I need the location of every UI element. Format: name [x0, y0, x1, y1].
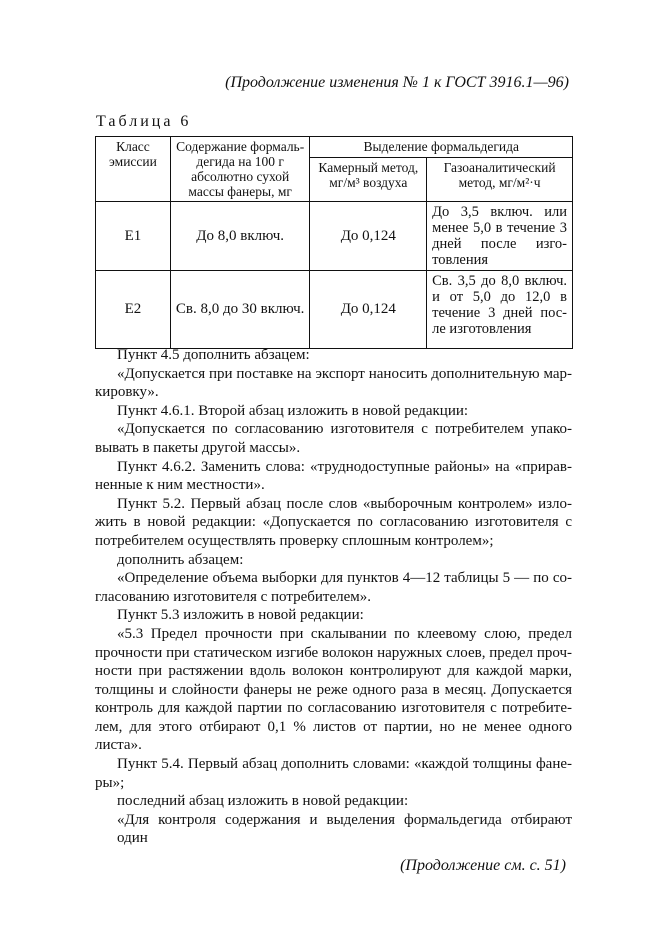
cell-class: E1: [96, 202, 171, 271]
text-line: ности при растяжении вдоль волокон контролируют для каждой марки,: [95, 663, 572, 680]
body-text: [95, 346, 572, 847]
text-line: толщины и слойности фанеры не реже одного раза в месяц. Допускается: [95, 681, 572, 698]
text-line: «Определение объема выборки для пунктов 4—12 таблицы 5 — по со-: [117, 570, 572, 587]
header-content: Содержание формаль- дегида на 100 г абсолютно сухой массы фанеры, мг: [170, 137, 310, 202]
text-line: Пункт 4.5 дополнить абзацем:: [117, 347, 310, 363]
cell-gas: До 3,5 включ. или менее 5,0 в течение 3 дней после изго- товления: [427, 202, 573, 271]
table-row: [96, 202, 573, 271]
header-emission: Выделение формальдегида: [310, 137, 573, 158]
text-line: контроль для каждой партии по согласованию изготовителя с потребите-: [95, 700, 572, 717]
text-line: дополнить абзацем:: [117, 551, 244, 568]
text-line: ненные к ним местности».: [95, 477, 265, 494]
text-line: ры»;: [95, 774, 125, 791]
cell-gas: Св. 3,5 до 8,0 включ. и от 5,0 до 12,0 в течение 3 дней пос- ле изготовления: [427, 271, 573, 349]
text-line: Пункт 5.4. Первый абзац дополнить словами: «каждой толщины фане-: [117, 756, 572, 773]
table-6: [95, 136, 573, 349]
text-line: Пункт 5.3 изложить в новой редакции:: [117, 607, 364, 624]
table-caption: Таблица 6: [96, 113, 192, 130]
text-line: «Для контроля содержания и выделения формальдегида отбирают один: [117, 811, 572, 847]
text-line: вывать в пакеты другой массы».: [95, 439, 301, 456]
cell-content: До 8,0 включ.: [170, 202, 310, 271]
header-gas: Газоаналитический метод, мг/м²·ч: [427, 157, 573, 201]
text-line: кировку».: [95, 384, 159, 401]
text-line: листа».: [95, 737, 142, 754]
text-line: гласованию изготовителя с потребителем».: [95, 588, 371, 605]
table-row: [96, 271, 573, 349]
text-line: «5.3 Предел прочности при скалывании по клеевому слою, предел: [117, 625, 572, 642]
text-line: Пункт 4.6.1. Второй абзац изложить в новой редакции:: [117, 402, 469, 419]
text-line: лем, для этого отбирают 0,1 % листов от партии, но не менее одного: [95, 718, 572, 735]
cell-content: Св. 8,0 до 30 включ.: [170, 271, 310, 349]
text-line: последний абзац изложить в новой редакции:: [117, 793, 409, 810]
header-class: Класс эмиссии: [96, 137, 171, 202]
text-line: жить в новой редакции: «Допускается по согласованию изготовителя с: [95, 514, 572, 531]
text-line: прочности при статическом изгибе волокон наружных слоев, предел проч-: [95, 644, 572, 661]
cell-chamber: До 0,124: [310, 271, 427, 349]
text-line: Пункт 4.6.2. Заменить слова: «труднодоступные районы» на «прирав-: [117, 458, 572, 475]
continuation-footer: (Продолжение см. с. 51): [400, 857, 566, 874]
cell-class: E2: [96, 271, 171, 349]
header-chamber: Камерный метод, мг/м³ воздуха: [310, 157, 427, 201]
text-line: «Допускается по согласованию изготовителя с потребителем упако-: [117, 421, 572, 438]
text-line: «Допускается при поставке на экспорт наносить дополнительную мар-: [117, 365, 572, 382]
continuation-header: (Продолжение изменения № 1 к ГОСТ 3916.1—96): [225, 74, 569, 91]
cell-chamber: До 0,124: [310, 202, 427, 271]
text-line: потребителем осуществлять проверку сплошным контролем»;: [95, 532, 494, 549]
text-line: Пункт 5.2. Первый абзац после слов «выборочным контролем» изло-: [117, 495, 572, 512]
